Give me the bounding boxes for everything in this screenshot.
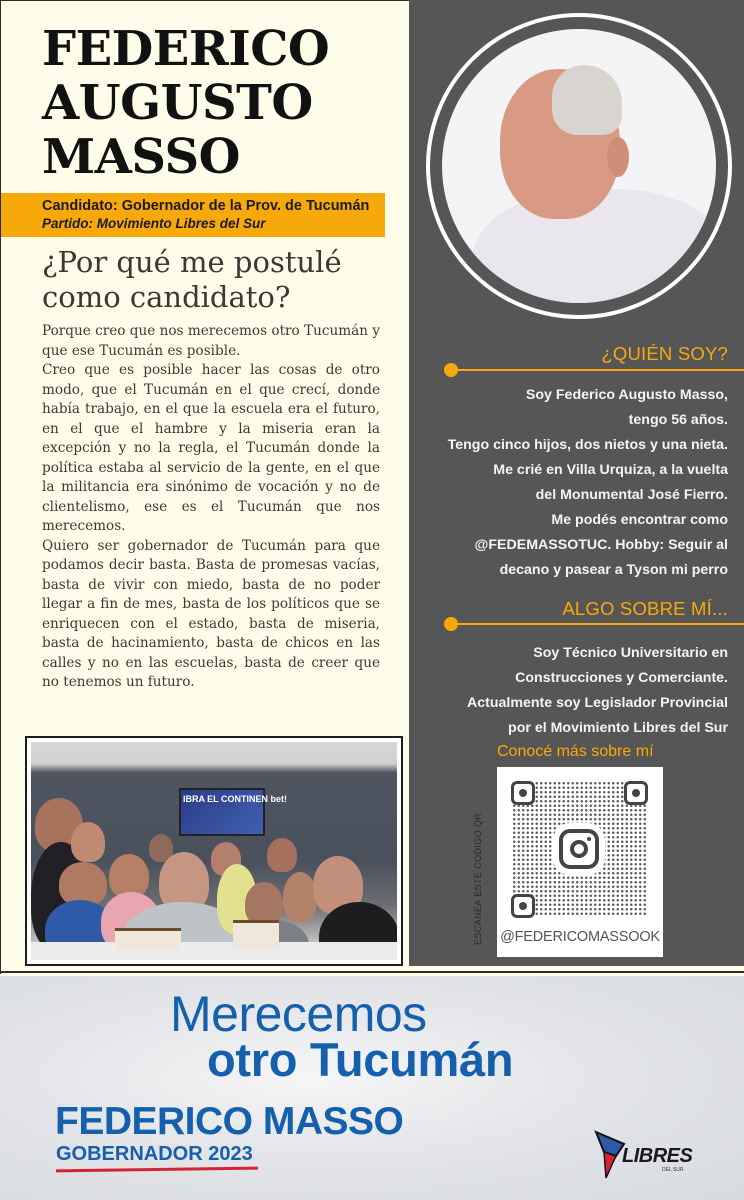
who-line: Me podés encontrar como [551,512,728,528]
bullet-dot-icon [444,617,458,631]
page-bottom-rule [0,971,744,973]
slogan-line-1: Merecemos [170,986,427,1042]
campaign-banner [0,976,744,1200]
candidate-role-band [1,193,385,237]
instagram-handle: @FEDERICOMASSOOK [500,929,660,945]
essay-paragraph: Creo que es posible hacer las cosas de otro modo, que el Tucumán en el que crecí, donde había trabajo, en el que la escuela era el futuro, en el que el hambre y la miseria eran la excepción y no la regla, el Tucumán donde la política estaba al servicio de la gente, en el que la militancia era sinónimo de vocación y no de clientelismo, ese es el Tucumán que nos merecemos. [42,362,380,534]
portrait-hair [552,65,622,135]
who-divider [451,369,744,371]
who-line: del Monumental José Fierro. [535,487,728,503]
who-line: Soy Federico Augusto Masso, [525,387,728,403]
candidate-party: Partido: Movimiento Libres del Sur [42,216,266,231]
about-line: por el Movimiento Libres del Sur [508,720,728,736]
portrait-ring [426,13,732,319]
person-figure [267,838,297,872]
portrait-ear [607,137,629,177]
instagram-qr-code[interactable] [497,767,663,957]
qr-scan-hint: ESCANEA ESTE CODIGO QR [473,812,483,945]
essay-paragraph: Quiero ser gobernador de Tucumán para que podamos decir basta. Basta de promesas vacías, basta de vivir con miedo, basta de no poder llegar a fin de mes, basta de los políticos que se enriquecen con el estado, basta de miseria, basta de hacinamiento, basta de chicos en las calles y no en las escuelas, basta de creer que no tenemos un futuro. [42,537,380,690]
who-am-i-text [418,383,728,583]
table [31,942,397,960]
cake [233,920,279,950]
about-line: Actualmente soy Legislador Provincial [467,695,728,711]
who-line: Tengo cinco hijos, dos nietos y una nieta. [447,437,728,453]
essay-question-heading: ¿Por qué me postulé como candidato? [42,245,342,314]
instagram-icon [559,829,599,869]
name-line-last: MASSO [42,129,240,185]
family-photo-frame [25,736,403,966]
name-line-first: FEDERICO [42,21,330,77]
cake [115,928,181,950]
banner-candidate-name: FEDERICO MASSO [55,1100,404,1143]
candidate-portrait [442,29,716,303]
essay-body [42,322,380,693]
who-line: Me crié en Villa Urquiza, a la vuelta [493,462,728,478]
qr-finder-icon [511,781,535,805]
logo-subtext: DEL SUR [662,1167,684,1173]
bullet-dot-icon [444,363,458,377]
candidate-name-heading [42,22,382,184]
slogan-line-2: otro Tucumán [207,1033,514,1086]
qr-finder-icon [624,781,648,805]
about-me-text [418,641,728,741]
who-am-i-title: ¿QUIÉN SOY? [601,343,728,364]
logo-text: LIBRES [622,1145,693,1167]
about-line: Soy Técnico Universitario en [533,645,728,661]
name-line-middle: AUGUSTO [42,75,313,131]
red-underline [56,1167,258,1173]
tv-screen [179,788,288,836]
about-divider [451,623,744,625]
qr-cta-label: Conocé más sobre mí [497,743,654,760]
bio-sidebar [409,0,744,966]
person-figure [283,872,317,922]
banner-candidate-role: GOBERNADOR 2023 [56,1143,253,1165]
person-figure [71,822,105,862]
qr-finder-icon [511,894,535,918]
who-line: tengo 56 años. [628,412,728,428]
libres-del-sur-logo [594,1130,698,1180]
who-line: decano y pasear a Tyson mi perro [499,562,728,578]
tv-text: IBRA EL CONTINEN bet! [183,794,288,804]
essay-paragraph: Porque creo que nos merecemos otro Tucumán y que ese Tucumán es posible. [42,323,380,359]
about-me-title: ALGO SOBRE MÍ... [562,598,728,619]
who-line: @FEDEMASSOTUC. Hobby: Seguir al [474,537,728,553]
about-line: Construcciones y Comerciante. [515,670,728,686]
family-photo [31,742,397,960]
candidate-role: Candidato: Gobernador de la Prov. de Tucumán [42,198,370,214]
